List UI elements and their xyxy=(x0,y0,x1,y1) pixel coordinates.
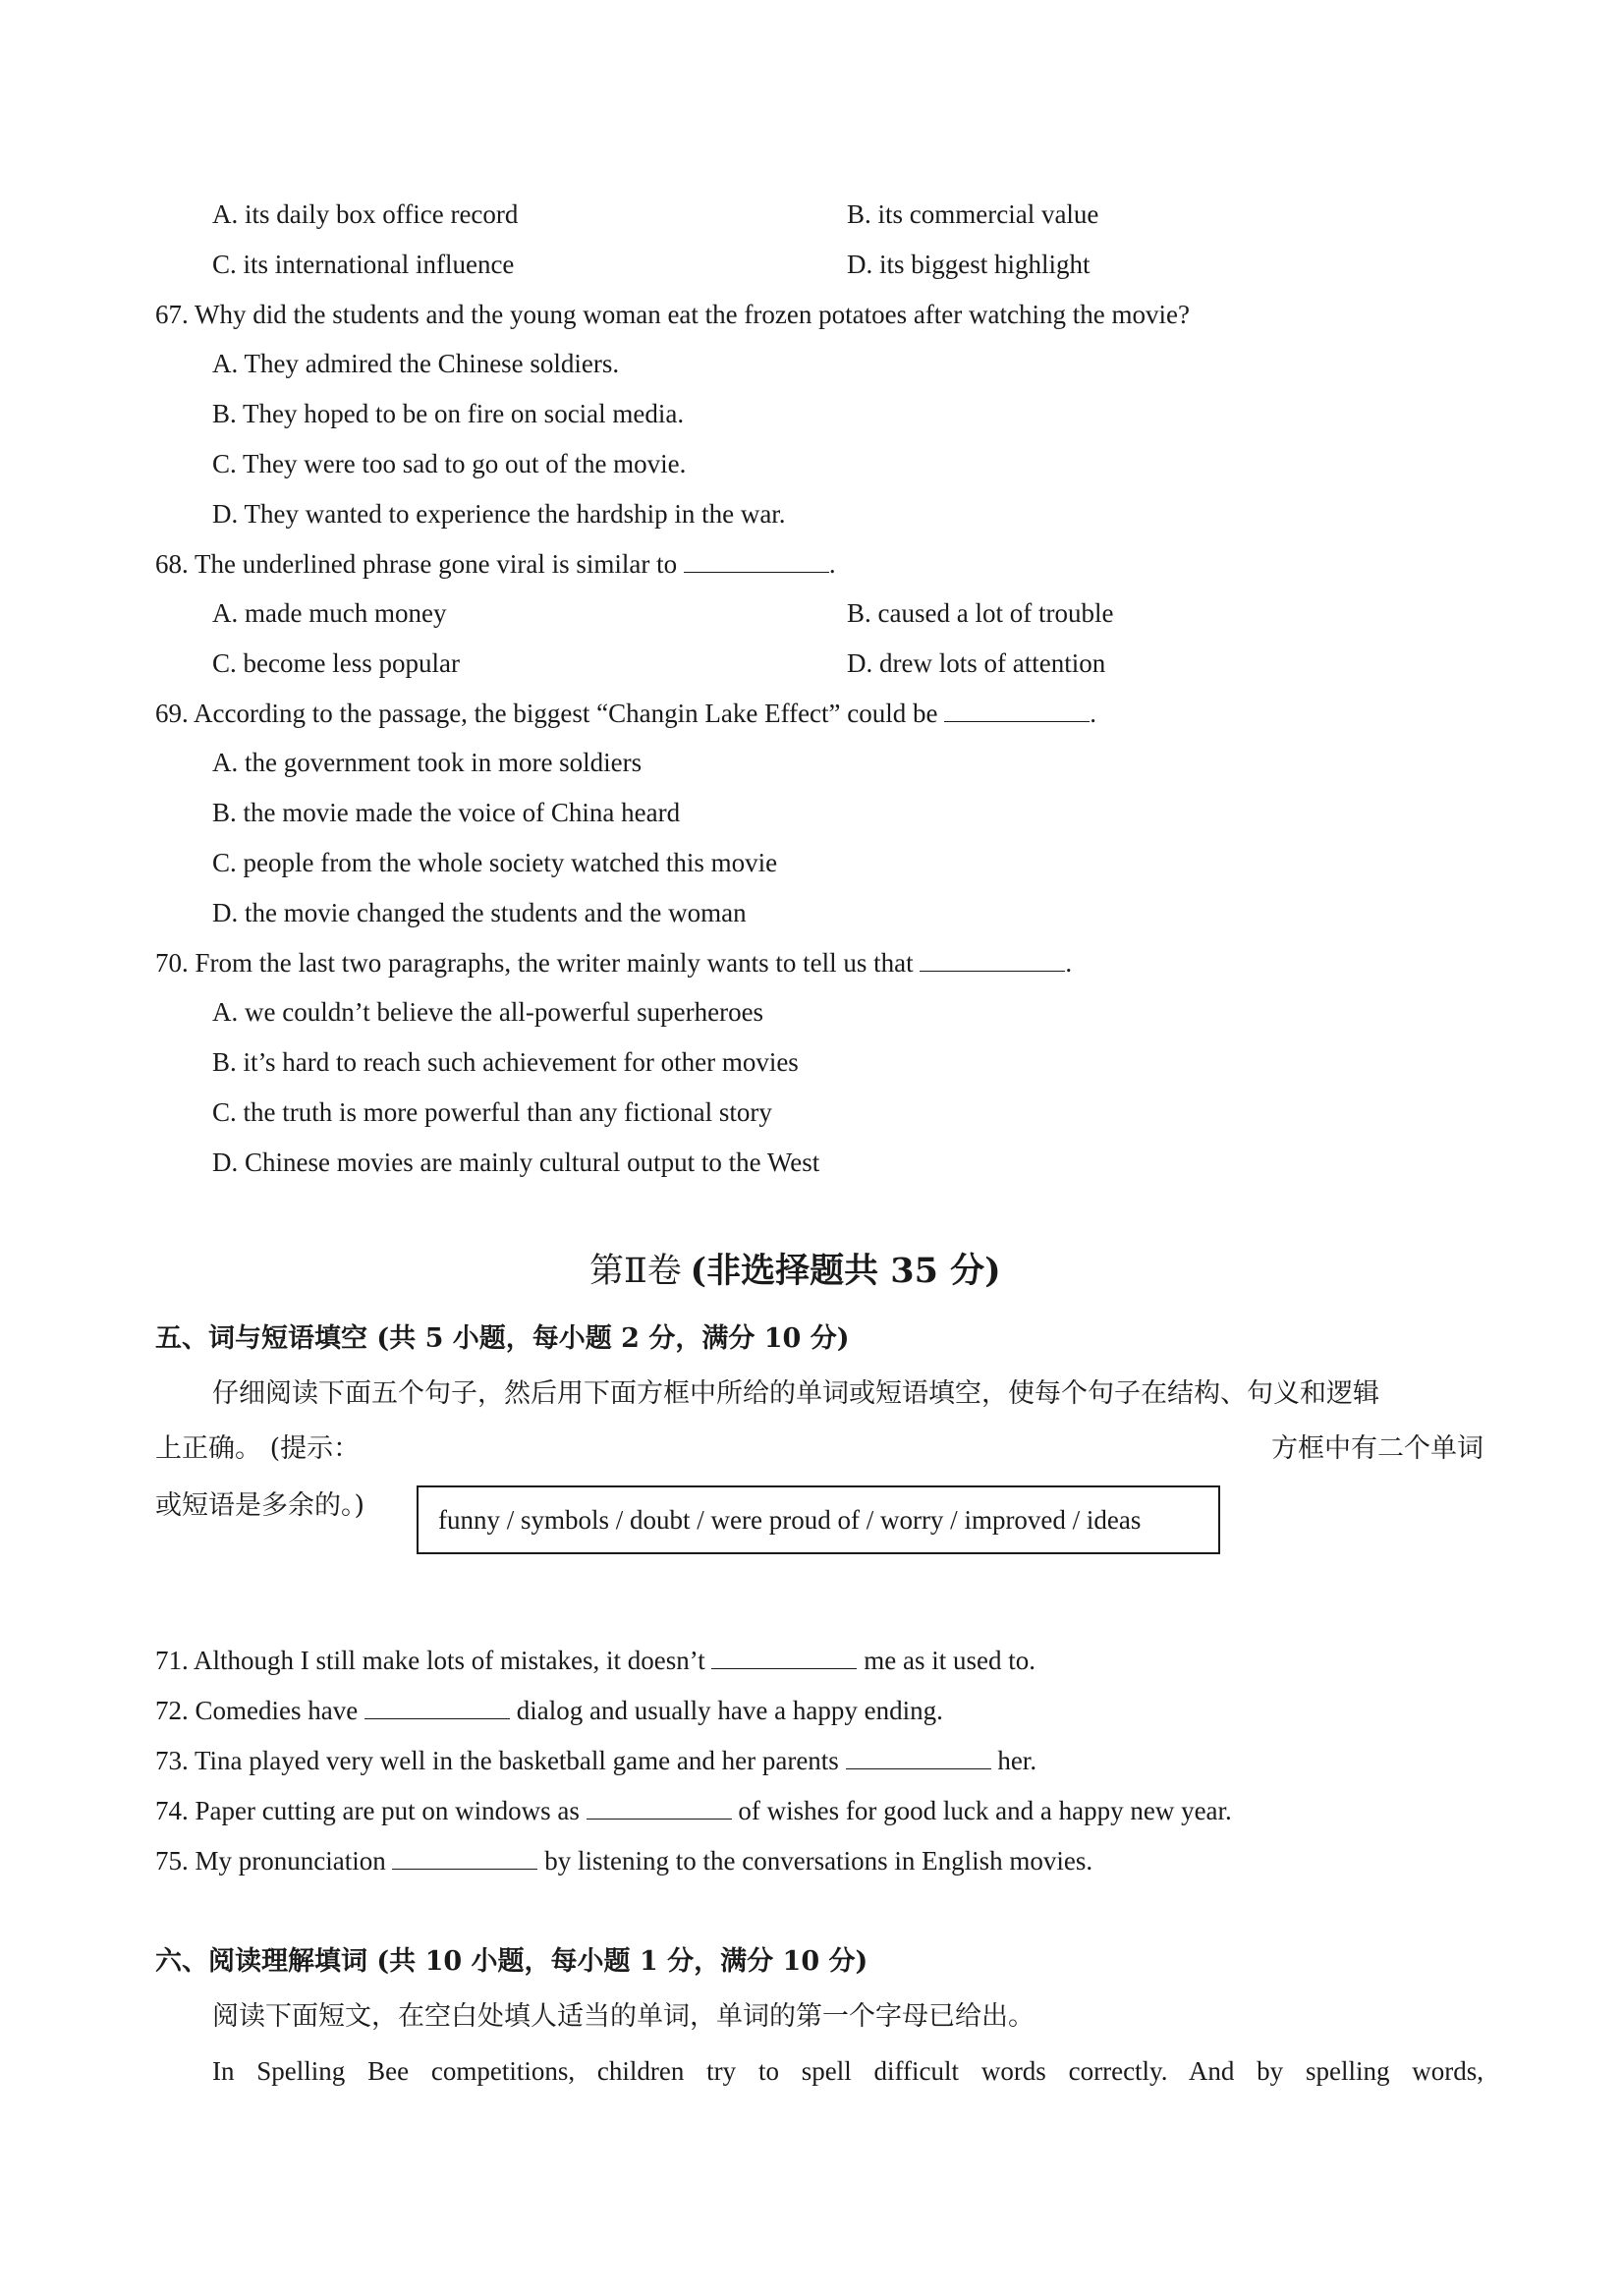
section5-instruction-line1: 仔细阅读下面五个句子，然后用下面方框中所给的单词或短语填空，使每个句子在结构、句义和逻辑 xyxy=(212,1378,1379,1409)
word-box: funny / symbols / doubt / were proud of / worry / improved / ideas xyxy=(417,1485,1220,1554)
q68-option-c: C. become less popular xyxy=(212,648,460,678)
q71-sentence xyxy=(155,1644,1035,1677)
section6-instruction: 阅读下面短文，在空白处填人适当的单词，单词的第一个字母已给出。 xyxy=(212,2001,1035,2032)
q71-text-after: me as it used to. xyxy=(864,1646,1035,1675)
q67-stem: 67. Why did the students and the young woman eat the frozen potatoes after watching the movie? xyxy=(155,300,1190,329)
q70-option-c: C. the truth is more powerful than any fictional story xyxy=(212,1097,772,1127)
q69-option-c: C. people from the whole society watched this movie xyxy=(212,848,778,877)
q72-text-after: dialog and usually have a happy ending. xyxy=(516,1696,943,1725)
q69-stem-end: . xyxy=(1090,699,1096,728)
part2-title-suffix: (非选择题共 35 分) xyxy=(690,1251,1001,1291)
q74-text-before: 74. Paper cutting are put on windows as xyxy=(155,1796,580,1825)
part2-title xyxy=(589,1250,1001,1293)
q68-stem-end: . xyxy=(828,549,836,579)
q66-option-b: B. its commercial value xyxy=(847,199,1099,229)
q74-sentence xyxy=(155,1794,1232,1827)
q68-stem xyxy=(155,547,836,581)
q66-option-a: A. its daily box office record xyxy=(212,199,519,229)
q72-text-before: 72. Comedies have xyxy=(155,1696,359,1725)
q68-option-d: D. drew lots of attention xyxy=(847,648,1106,678)
q67-option-c: C. They were too sad to go out of the movie. xyxy=(212,449,687,478)
q70-option-b: B. it’s hard to reach such achievement for other movies xyxy=(212,1047,799,1077)
section5-instruction-line2-left: 上正确。 (提示： xyxy=(155,1433,361,1464)
q67-option-b: B. They hoped to be on fire on social media. xyxy=(212,399,685,428)
q67-option-d: D. They wanted to experience the hardship in the war. xyxy=(212,499,786,529)
q67-option-a: A. They admired the Chinese soldiers. xyxy=(212,349,620,378)
q71-text-before: 71. Although I still make lots of mistakes, it doesn’t xyxy=(155,1646,705,1675)
q70-answer-blank xyxy=(920,947,1065,972)
q71-answer-blank xyxy=(711,1645,857,1669)
q68-answer-blank xyxy=(684,548,829,573)
section5-heading-note: (共 5 小题，每小题 2 分，满分 10 分) xyxy=(376,1323,850,1354)
q70-stem-text: 70. From the last two paragraphs, the writer mainly wants to tell us that xyxy=(155,948,914,978)
part2-title-prefix: 第Ⅱ卷 xyxy=(589,1252,682,1291)
q73-text-before: 73. Tina played very well in the basketball game and her parents xyxy=(155,1746,839,1775)
q70-option-a: A. we couldn’t believe the all-powerful superheroes xyxy=(212,997,764,1027)
q69-answer-blank xyxy=(944,698,1090,722)
q69-stem xyxy=(155,697,1096,730)
q73-text-after: her. xyxy=(997,1746,1037,1775)
q75-sentence xyxy=(155,1844,1092,1877)
q72-answer-blank xyxy=(364,1695,510,1719)
q72-sentence xyxy=(155,1694,943,1727)
q66-option-c: C. its international influence xyxy=(212,250,515,279)
q75-text-before: 75. My pronunciation xyxy=(155,1846,386,1876)
q69-option-d: D. the movie changed the students and the woman xyxy=(212,898,747,927)
section6-heading-text: 六、阅读理解填词 xyxy=(155,1946,367,1977)
q68-option-a: A. made much money xyxy=(212,598,447,628)
q70-option-d: D. Chinese movies are mainly cultural output to the West xyxy=(212,1148,820,1177)
section6-heading xyxy=(155,1945,867,1979)
q69-option-b: B. the movie made the voice of China heard xyxy=(212,798,681,827)
q68-stem-text: 68. The underlined phrase gone viral is similar to xyxy=(155,549,678,579)
section6-heading-note: (共 10 小题，每小题 1 分，满分 10 分) xyxy=(376,1946,868,1977)
q66-option-d: D. its biggest highlight xyxy=(847,250,1091,279)
q70-stem-end: . xyxy=(1065,948,1073,978)
q73-answer-blank xyxy=(846,1745,991,1769)
section5-instruction-line2-right: 方框中有二个单词 xyxy=(1271,1433,1483,1464)
q69-option-a: A. the government took in more soldiers xyxy=(212,748,643,777)
q69-stem-text: 69. According to the passage, the biggest “Changin Lake Effect” could be xyxy=(155,699,938,728)
q70-stem xyxy=(155,946,1072,980)
q74-answer-blank xyxy=(587,1795,732,1820)
q75-answer-blank xyxy=(392,1845,537,1870)
q73-sentence xyxy=(155,1744,1036,1777)
section5-instruction-line3: 或短语是多余的。) xyxy=(155,1490,365,1521)
section5-heading-text: 五、词与短语填空 xyxy=(155,1323,367,1354)
section6-passage-start: In Spelling Bee competitions, children try to spell difficult words correctly. And by spelling words, xyxy=(212,2056,1483,2086)
q68-option-b: B. caused a lot of trouble xyxy=(847,598,1114,628)
q75-text-after: by listening to the conversations in English movies. xyxy=(544,1846,1093,1876)
section5-heading xyxy=(155,1322,850,1356)
q74-text-after: of wishes for good luck and a happy new year. xyxy=(738,1796,1232,1825)
